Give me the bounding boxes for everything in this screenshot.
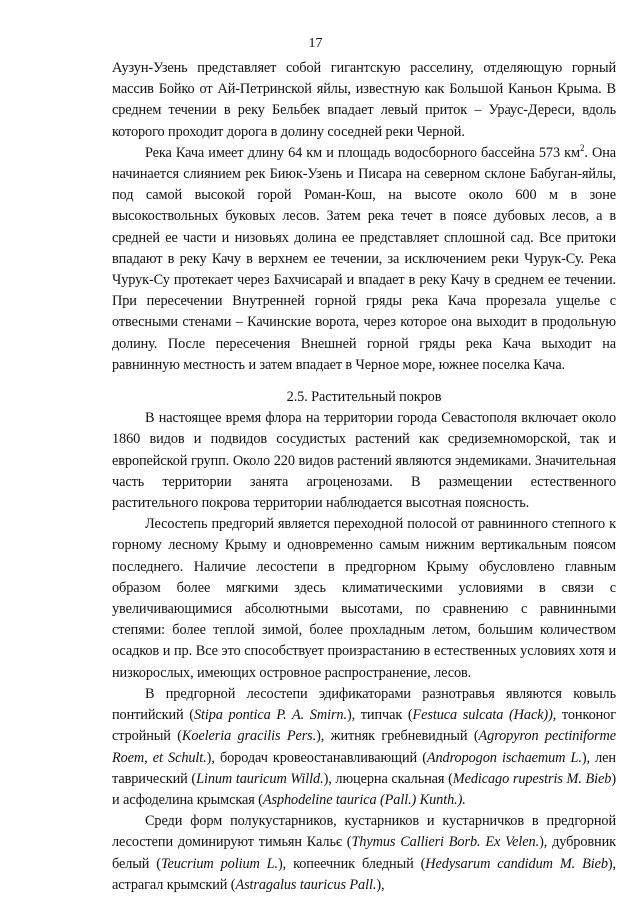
text-run: ), типчак ( — [346, 707, 413, 724]
latin-species-name: Astragalus tauricus Pall. — [235, 876, 377, 893]
latin-species-name: Koeleria gracilis Pers. — [181, 728, 317, 745]
latin-species-name: Festuca sulcata (Hack)), — [412, 707, 557, 724]
latin-species-name: Medicago rupestris M. Bieb — [452, 770, 612, 787]
latin-species-name: Hedysarum candidum M. Bieb — [425, 855, 608, 872]
paragraph-flora: В настоящее время флора на территории города Севастополя включает около 1860 видов и подвидов сосудистых растений как средиземноморской, так и европейской групп. Около 220 видов растений являются эндемиками. Значительная часть территории занята агроценозами. В размещении естественного растительного покрова территории наблюдается высотная поясность. — [112, 410, 616, 512]
latin-species-name: Thymus Callieri Borb. Ex Velen. — [351, 834, 540, 851]
paragraph-forest-steppe: Лесостепь предгорий является переходной полосой от равнинного степного к горному лесному Крыму и одновременно самым нижним вертикальным поясом последнего. Наличие лесостепи в предгорном Крыму обусловлено главным образом более мягкими здесь климатическими условиями в связи с увеличивающимися абсолютными высотами, по сравнению с равнинными степями: более теплой зимой, более прохладным летом, большим количеством осадков и пр. Все это способствует произрастанию в естественных условиях хотя и низкорослых, имеющих островное распространение, лесов. — [112, 516, 616, 681]
latin-species-name: Asphodeline taurica (Pall.) Kunth.). — [262, 791, 466, 808]
latin-species-name: Stipa pontica P. A. Smirn. — [193, 707, 347, 724]
text-run: В предгорной лесостепи эдификаторами разнотравья являются ковыль понтийский ( — [112, 685, 616, 724]
text-run: Среди форм полукустарников, кустарников и кустарничков в предгорной лесостепи доминируют тимьян Кальє ( — [112, 813, 616, 851]
text-run: ), бородач кровеостанавливающий ( — [206, 749, 427, 766]
latin-species-name: Agropyron pectiniforme Roem, et Schult. — [112, 728, 616, 766]
superscript-2: 2 — [579, 143, 585, 154]
latin-species-name: Teucrium polium L. — [160, 855, 279, 872]
text-run: ), копеечник бледный ( — [278, 855, 426, 872]
text-run: ), астрагал крымский ( — [112, 855, 617, 893]
paragraph-shrubs — [112, 811, 616, 896]
text-run: тонконог стройный ( — [112, 707, 616, 745]
latin-species-name: Andropogon ischaemum L. — [426, 749, 582, 766]
section-heading: 2.5. Растительный покров — [286, 389, 442, 406]
paragraph-kacha-text-end: . Она начинается слиянием рек Биюк-Узень и Писара на северном склоне Бабуган-яйлы, под самой высокой горой Роман-Кош, на высоте около 600 м в зоне высокоствольных буковых лесов. Затем река течет в поясе дубовых лесов, а в средней ее части и низовьях долина ее представляет сплошной сад. Все притоки впадают в реку Качу в верхнем ее течении, за исключением реки Чурук-Су. Река Чурук-Су протекает через Бахчисарай и впадает в реку Качу в среднем ее течении. При пересечении Внутренней горной гряды река Кача прорезала ущелье с отвесными стенами – Качинские ворота, через которое она выходит в продольную долину. После пересечения Внешней горной гряды река Кача выходит на равнинную местность и затем впадает в Черное море, южнее поселка Кача. — [112, 144, 616, 373]
text-run: ) и асфоделина крымская ( — [112, 770, 617, 808]
text-run: ), дубровник белый ( — [112, 834, 616, 872]
text-run: ), — [376, 876, 385, 893]
paragraph-kacha-text-start: Река Кача имеет длину 64 км и площадь водосборного бассейна 573 км — [145, 144, 580, 161]
paragraph-kacha-river — [112, 143, 616, 376]
paragraph-auzun-uzen: Аузун-Узень представляет собой гигантскую расселину, отделяющую горный массив Бойко от Ай-Петринской яйлы, известную как Большой Каньон Крыма. В среднем течении в реку Бельбек впадает левый приток – Ураус-Дереси, вдоль которого проходит дорога в долину соседней реки Черной. — [112, 60, 616, 140]
text-run: ), житняк гребневидный ( — [316, 728, 479, 745]
page-body — [112, 58, 616, 896]
paragraph-edificators — [112, 684, 616, 811]
latin-species-name: Linum tauricum Willd. — [196, 770, 324, 787]
text-run: ), люцерна скальная ( — [323, 770, 453, 787]
page-number: 17 — [308, 36, 323, 51]
text-run: ), лен таврический ( — [112, 749, 616, 787]
